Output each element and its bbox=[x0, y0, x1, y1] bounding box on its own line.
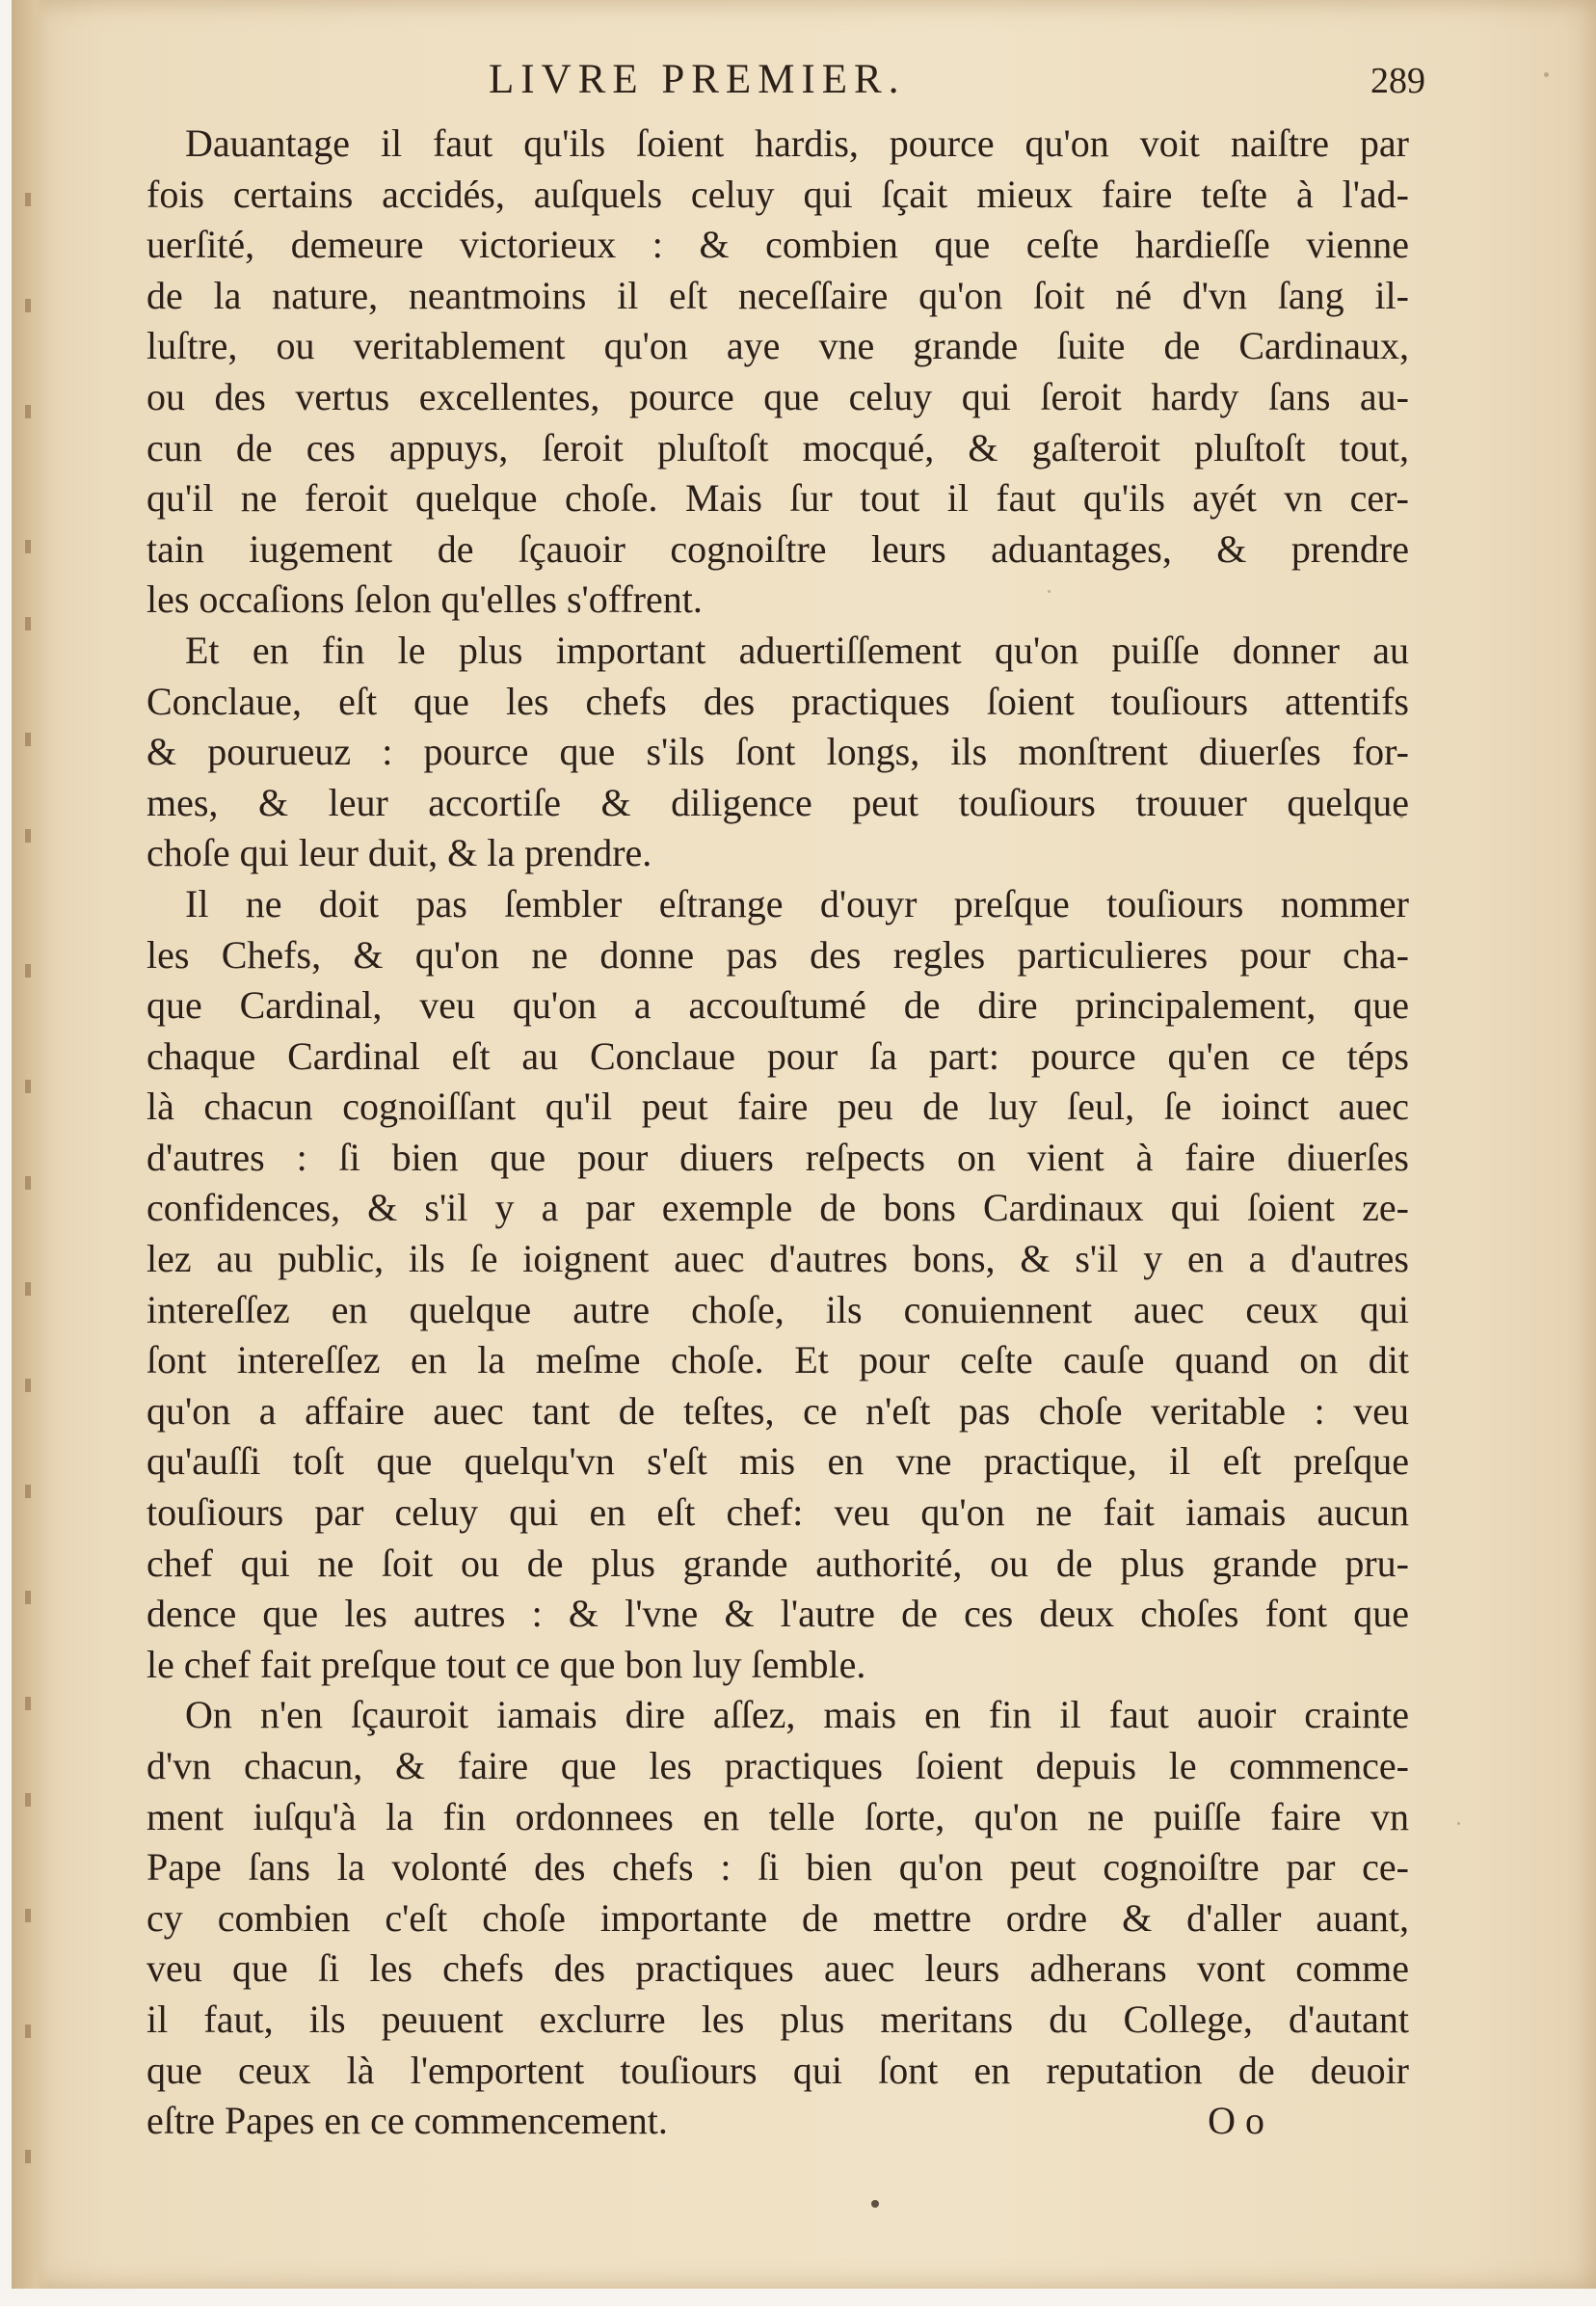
text-line: les occaſions ſelon qu'elles s'offrent. bbox=[146, 577, 703, 622]
binding-thread-mark bbox=[25, 1485, 31, 1498]
text-line: qu'il ne feroit quelque choſe. Mais ſur tout il faut qu'ils ayét vn cer- bbox=[146, 476, 1409, 521]
text-line: Pape ſans la volonté des chefs : ſi bien qu'on peut cognoiſtre par ce- bbox=[146, 1845, 1409, 1890]
binding-thread-mark bbox=[25, 1176, 31, 1190]
text-line: cy combien c'eſt choſe importante de mettre ordre & d'aller auant, bbox=[146, 1895, 1409, 1940]
text-line: tain iugement de ſçauoir cognoiſtre leurs aduantages, & prendre bbox=[146, 526, 1409, 571]
paragraph bbox=[146, 879, 1409, 1691]
paper-speck bbox=[1168, 251, 1171, 254]
text-block bbox=[146, 119, 1409, 2147]
text-line: il faut, ils peuuent exclurre les plus meritans du College, d'autant bbox=[146, 1997, 1409, 2041]
paper-speck bbox=[301, 1928, 304, 1931]
binding-thread-mark bbox=[25, 1282, 31, 1296]
text-line: qu'auſſi toſt que quelqu'vn s'eſt mis en vne practique, il eſt preſque bbox=[146, 1439, 1409, 1484]
binding-thread-mark bbox=[25, 1379, 31, 1392]
text-line: touſiours par celuy qui en eſt chef: veu qu'on ne fait iamais aucun bbox=[146, 1490, 1409, 1535]
text-line: chef qui ne ſoit ou de plus grande authorité, ou de plus grande pru- bbox=[146, 1541, 1409, 1585]
text-line: de la nature, neantmoins il eſt neceſſaire qu'on ſoit né d'vn ſang il- bbox=[146, 273, 1409, 317]
text-line: intereſſez en quelque autre choſe, ils conuiennent auec ceux qui bbox=[146, 1287, 1409, 1331]
binding-thread-mark bbox=[25, 829, 31, 843]
binding-thread-mark bbox=[25, 1697, 31, 1710]
text-line: le chef fait preſque tout ce que bon luy ſemble. bbox=[146, 1642, 866, 1686]
text-line: Conclaue, eſt que les chefs des practiques ſoient touſiours attentifs bbox=[146, 679, 1409, 723]
text-line: d'vn chacun, & faire que les practiques ſoient depuis le commence- bbox=[146, 1744, 1409, 1787]
text-line: ou des vertus excellentes, pource que celuy qui ſeroit hardy ſans au- bbox=[146, 374, 1409, 418]
text-line: & pourueuz : pource que s'ils ſont longs, ils monſtrent diuerſes for- bbox=[146, 730, 1409, 774]
text-line: uerſité, demeure victorieux : & combien que ceſte hardieſſe vienne bbox=[146, 223, 1409, 267]
text-line bbox=[146, 2096, 1409, 2147]
text-line: ſont intereſſez en la meſme choſe. Et pour ceſte cauſe quand on dit bbox=[146, 1338, 1409, 1382]
text-line: luſtre, ou veritablement qu'on aye vne grande ſuite de Cardinaux, bbox=[146, 324, 1409, 368]
text-line: cun de ces appuys, ſeroit pluſtoſt mocqué, & gaſteroit pluſtoſt tout, bbox=[146, 425, 1409, 469]
text-line: chaque Cardinal eſt au Conclaue pour ſa part: pource qu'en ce téps bbox=[146, 1033, 1409, 1078]
page-header bbox=[12, 56, 1596, 114]
text-line: lez au public, ils ſe ioignent auec d'autres bons, & s'il y en a d'autres bbox=[146, 1237, 1409, 1281]
binding-thread-mark bbox=[25, 964, 31, 978]
book-leaf bbox=[12, 0, 1596, 2289]
binding-thread-mark bbox=[25, 1793, 31, 1807]
paper-speck bbox=[1399, 815, 1403, 818]
binding-thread-mark bbox=[25, 617, 31, 630]
text-line: ment iuſqu'à la fin ordonnees en telle ſorte, qu'on ne puiſſe faire vn bbox=[146, 1794, 1409, 1838]
folio-number: 289 bbox=[1370, 61, 1425, 101]
binding-thread-mark bbox=[25, 1909, 31, 1922]
text-line: d'autres : ſi bien que pour diuers reſpects on vient à faire diuerſes bbox=[146, 1135, 1409, 1179]
binding-thread-mark bbox=[25, 733, 31, 746]
binding-gutter bbox=[12, 0, 50, 2289]
binding-thread-mark bbox=[25, 1080, 31, 1093]
binding-thread-mark bbox=[25, 2024, 31, 2038]
binding-thread-mark bbox=[25, 1591, 31, 1604]
text-line: veu que ſi les chefs des practiques auec leurs adherans vont comme bbox=[146, 1946, 1409, 1991]
text-line: Et en fin le plus important aduertiſſement qu'on puiſſe donner au bbox=[185, 628, 1409, 672]
body-text bbox=[146, 119, 1409, 2147]
binding-thread-mark bbox=[25, 540, 31, 553]
text-line: On n'en ſçauroit iamais dire aſſez, mais en fin il faut auoir crainte bbox=[185, 1693, 1409, 1737]
text-line: Dauantage il faut qu'ils ſoient hardis, pource qu'on voit naiſtre par bbox=[185, 121, 1409, 165]
text-line: choſe qui leur duit, & la prendre. bbox=[146, 831, 652, 875]
text-line: les Chefs, & qu'on ne donne pas des regles particulieres pour cha- bbox=[146, 932, 1409, 977]
paper-speck bbox=[1457, 1822, 1460, 1825]
binding-thread-mark bbox=[25, 299, 31, 312]
binding-thread-mark bbox=[25, 2150, 31, 2163]
paragraph bbox=[146, 626, 1409, 879]
paper-speck bbox=[1048, 590, 1051, 593]
text-line: que ceux là l'emportent touſiours qui ſont en reputation de deuoir bbox=[146, 2048, 1409, 2092]
binding-thread-mark bbox=[25, 193, 31, 206]
text-line-content: eſtre Papes en ce commencement. bbox=[146, 2099, 668, 2143]
text-line: fois certains accidés, auſquels celuy qui ſçait mieux faire teſte à l'ad- bbox=[146, 172, 1409, 216]
text-line: dence que les autres : & l'vne & l'autre de ces deux choſes font que bbox=[146, 1592, 1409, 1636]
paragraph bbox=[146, 119, 1409, 626]
text-line: mes, & leur accortiſe & diligence peut touſiours trouuer quelque bbox=[146, 780, 1409, 824]
text-line: là chacun cognoiſſant qu'il peut faire peu de luy ſeul, ſe ioinct auec bbox=[146, 1085, 1409, 1129]
text-line: que Cardinal, veu qu'on a accouſtumé de dire principalement, que bbox=[146, 983, 1409, 1028]
text-line: confidences, & s'il y a par exemple de bons Cardinaux qui ſoient ze- bbox=[146, 1186, 1409, 1230]
paragraph bbox=[146, 1690, 1409, 2146]
text-line: qu'on a affaire auec tant de teſtes, ce n'eſt pas choſe veritable : veu bbox=[146, 1388, 1409, 1433]
catchword: O o bbox=[1208, 2099, 1264, 2143]
binding-thread-mark bbox=[25, 405, 31, 418]
running-head: LIVRE PREMIER. bbox=[489, 57, 906, 102]
paper-speck bbox=[1544, 72, 1549, 77]
text-line: Il ne doit pas ſembler eſtrange d'ouyr preſque touſiours nommer bbox=[185, 881, 1409, 925]
printer-dot bbox=[871, 2200, 879, 2208]
